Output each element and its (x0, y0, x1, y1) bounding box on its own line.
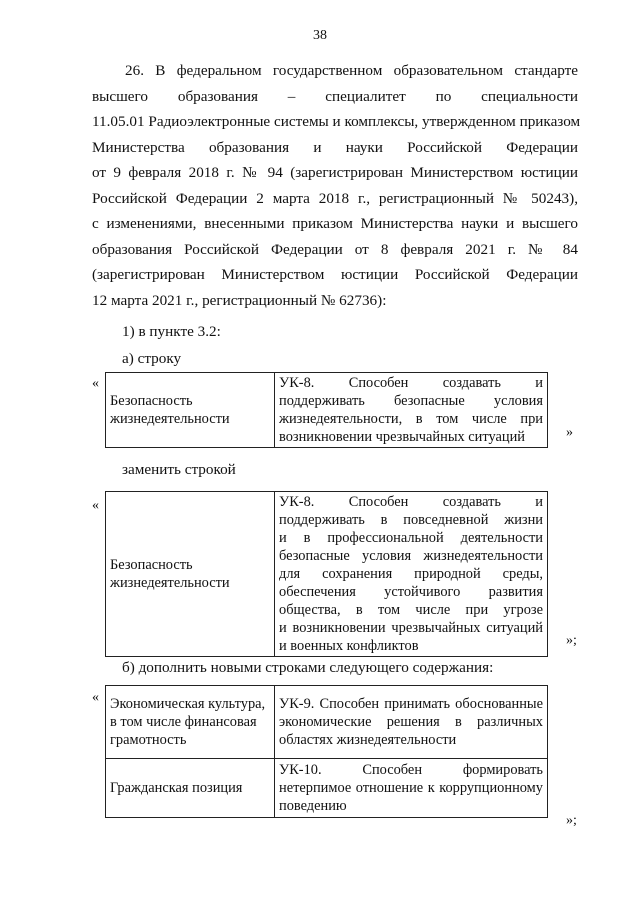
table-old-row (105, 372, 548, 448)
quote-close: »; (566, 633, 577, 648)
table-row (106, 686, 548, 759)
paragraph-line: (зарегистрирован Министерством юстиции Российской Федерации (92, 266, 578, 283)
paragraph-line: образования Российской Федерации от 8 февраля 2021 г. № 84 (92, 240, 578, 258)
discipline-name: Безопасность жизнедеятельности (106, 373, 275, 448)
replace-label: заменить строкой (122, 461, 236, 478)
competence-description (275, 759, 548, 818)
table-row (106, 373, 548, 448)
desc-line: обеспечения устойчивого развития (279, 584, 543, 600)
desc-line: жизнедеятельности, в том числе при (279, 411, 543, 427)
competence-description (275, 373, 548, 448)
table-new-row (105, 491, 548, 657)
desc-line: областях жизнедеятельности (279, 732, 457, 748)
desc-line: поддерживать безопасные условия (279, 393, 543, 409)
page-number: 38 (313, 28, 327, 43)
table-row (106, 759, 548, 818)
competence-description (275, 686, 548, 759)
paragraph-line: высшего образования – специалитет по специальности (92, 87, 578, 105)
desc-line: нетерпимое отношение к коррупционному (279, 780, 543, 796)
table-row (106, 492, 548, 657)
quote-close: » (566, 425, 573, 440)
desc-line: возникновении чрезвычайных ситуаций (279, 429, 525, 445)
paragraph-line: от 9 февраля 2018 г. № 94 (зарегистрирован Министерством юстиции (92, 164, 578, 181)
desc-line: поддерживать в повседневной жизни (279, 512, 543, 528)
desc-line: и военных конфликтов (279, 638, 419, 654)
item-b: б) дополнить новыми строками следующего содержания: (122, 659, 494, 676)
desc-line: общества, в том числе при угрозе (279, 602, 543, 618)
main-paragraph (92, 58, 581, 313)
paragraph-line: Министерства образования и науки Российской Федерации (92, 138, 578, 156)
desc-line: поведению (279, 798, 347, 814)
table-added-rows (105, 685, 548, 818)
desc-line: УК-9. Способен принимать обоснованные (279, 696, 543, 712)
desc-line: безопасные условия жизнедеятельности (279, 548, 543, 564)
item-a: а) строку (122, 350, 182, 367)
paragraph-line: 12 марта 2021 г., регистрационный № 62736): (92, 291, 387, 309)
discipline-name: Безопасность жизнедеятельности (106, 492, 275, 657)
desc-line: для сохранения природной среды, (279, 566, 543, 582)
desc-line: экономические решения в различных (279, 714, 543, 730)
desc-line: и в профессиональной деятельности (279, 530, 543, 546)
paragraph-line: Российской Федерации 2 марта 2018 г., регистрационный № 50243), (92, 189, 578, 207)
item-1: 1) в пункте 3.2: (122, 323, 221, 340)
discipline-name: Экономическая культура, в том числе финансовая грамотность (106, 686, 275, 759)
paragraph-line: 26. В федеральном государственном образовательном стандарте (125, 62, 578, 79)
paragraph-line: 11.05.01 Радиоэлектронные системы и комплексы, утвержденном приказом (92, 113, 581, 130)
desc-line: и возникновении чрезвычайных ситуаций (279, 620, 543, 636)
quote-open: « (92, 690, 99, 705)
discipline-name: Гражданская позиция (106, 759, 275, 818)
desc-line: УК-10. Способен формировать (279, 762, 543, 778)
desc-line: УК-8. Способен создавать и (279, 375, 543, 391)
paragraph-line: с изменениями, внесенными приказом Министерства науки и высшего (92, 215, 578, 232)
desc-line: УК-8. Способен создавать и (279, 494, 543, 510)
quote-open: « (92, 376, 99, 391)
quote-open: « (92, 498, 99, 513)
competence-description (275, 492, 548, 657)
quote-close: »; (566, 813, 577, 828)
